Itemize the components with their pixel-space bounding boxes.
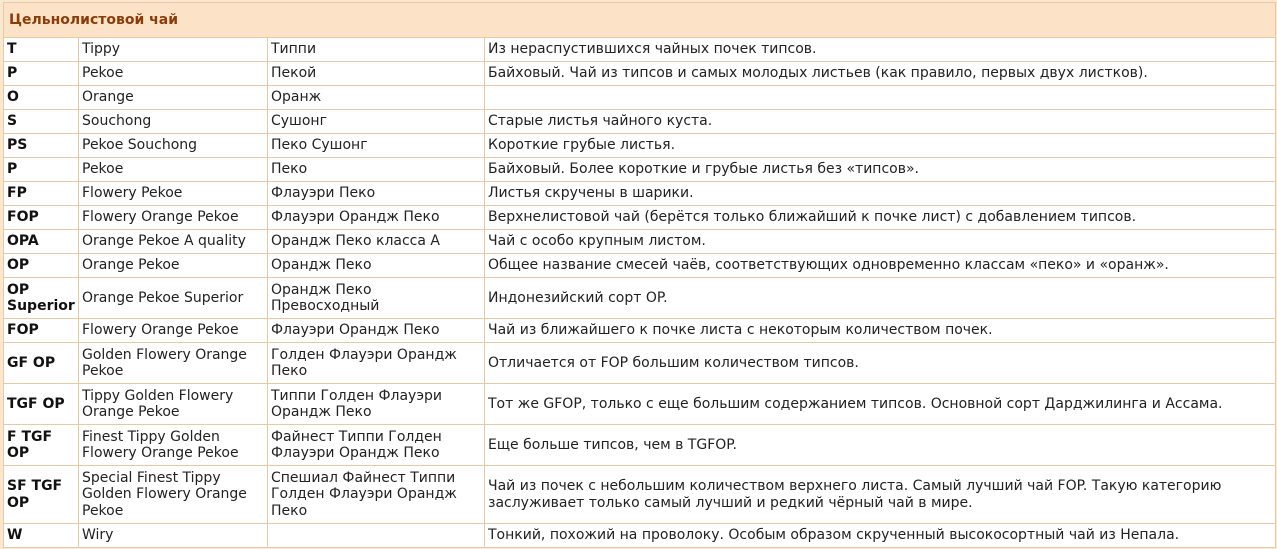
- grade-description: Индонезийский сорт OP.: [485, 278, 1276, 319]
- grade-english-name: Flowery Orange Pekoe: [79, 206, 268, 230]
- grade-russian-name: Орандж Пеко Превосходный: [268, 278, 485, 319]
- grade-english-name: Orange Pekoe: [79, 254, 268, 278]
- table-row: [4, 319, 1276, 343]
- grade-russian-name: Орандж Пеко класса А: [268, 230, 485, 254]
- grade-russian-name: Голден Флауэри Орандж Пеко: [268, 343, 485, 384]
- grade-english-name: Finest Tippy Golden Flowery Orange Pekoe: [79, 425, 268, 466]
- grade-russian-name: Пеко Сушонг: [268, 134, 485, 158]
- grade-description: Отличается от FOP большим количеством типсов.: [485, 343, 1276, 384]
- table-row: [4, 384, 1276, 425]
- grade-english-name: Orange Pekoe Superior: [79, 278, 268, 319]
- grade-code: T: [4, 38, 79, 62]
- grade-code: SF TGF OP: [4, 466, 79, 524]
- grade-english-name: Flowery Pekoe: [79, 182, 268, 206]
- grade-english-name: Souchong: [79, 110, 268, 134]
- grade-russian-name: Оранж: [268, 86, 485, 110]
- grade-code: TGF OP: [4, 384, 79, 425]
- grade-russian-name: Орандж Пеко: [268, 254, 485, 278]
- grade-code: OPA: [4, 230, 79, 254]
- grade-code: GF OP: [4, 343, 79, 384]
- grade-russian-name: Сушонг: [268, 110, 485, 134]
- grade-description: Общее название смесей чаёв, соответствующих одновременно классам «пеко» и «оранж».: [485, 254, 1276, 278]
- grade-english-name: Wiry: [79, 524, 268, 548]
- grade-description: Тонкий, похожий на проволоку. Особым образом скрученный высокосортный чай из Непала.: [485, 524, 1276, 548]
- table-row: [4, 110, 1276, 134]
- grade-description: Чай из почек с небольшим количеством верхнего листа. Самый лучший чай FOP. Такую категорию заслуживает только самый лучший и редкий чёрный чай в мире.: [485, 466, 1276, 524]
- grade-russian-name: [268, 524, 485, 548]
- tea-grades-table: [3, 2, 1276, 548]
- grade-code: FOP: [4, 206, 79, 230]
- grade-english-name: Golden Flowery Orange Pekoe: [79, 343, 268, 384]
- grade-russian-name: Флауэри Орандж Пеко: [268, 319, 485, 343]
- table-row: [4, 182, 1276, 206]
- grade-code: OP Superior: [4, 278, 79, 319]
- grade-description: Байховый. Чай из типсов и самых молодых листьев (как правило, первых двух листков).: [485, 62, 1276, 86]
- grade-description: Верхнелистовой чай (берётся только ближайший к почке лист) с добавлением типсов.: [485, 206, 1276, 230]
- grade-description: Тот же GFOP, только с еще большим содержанием типсов. Основной сорт Дарджилинга и Ассама.: [485, 384, 1276, 425]
- grade-description: Чай из ближайшего к почке листа с некоторым количеством почек.: [485, 319, 1276, 343]
- grade-english-name: Orange: [79, 86, 268, 110]
- grade-english-name: Pekoe: [79, 62, 268, 86]
- grade-english-name: Flowery Orange Pekoe: [79, 319, 268, 343]
- grade-description: Из нераспустившихся чайных почек типсов.: [485, 38, 1276, 62]
- table-row: [4, 230, 1276, 254]
- grade-code: F TGF OP: [4, 425, 79, 466]
- grade-description: Чай с особо крупным листом.: [485, 230, 1276, 254]
- table-row: [4, 158, 1276, 182]
- grade-russian-name: Спешиал Файнест Типпи Голден Флауэри Орандж Пеко: [268, 466, 485, 524]
- table-row: [4, 254, 1276, 278]
- grade-code: W: [4, 524, 79, 548]
- table-row: [4, 524, 1276, 548]
- grade-english-name: Orange Pekoe A quality: [79, 230, 268, 254]
- grade-russian-name: Типпи: [268, 38, 485, 62]
- table-row: [4, 466, 1276, 524]
- grade-code: FP: [4, 182, 79, 206]
- grade-code: S: [4, 110, 79, 134]
- table-row: [4, 86, 1276, 110]
- grade-russian-name: Пеко: [268, 158, 485, 182]
- table-header-row: [4, 3, 1276, 38]
- grade-english-name: Tippy: [79, 38, 268, 62]
- table-row: [4, 206, 1276, 230]
- grade-description: Старые листья чайного куста.: [485, 110, 1276, 134]
- grade-description: Байховый. Более короткие и грубые листья без «типсов».: [485, 158, 1276, 182]
- grade-description: Короткие грубые листья.: [485, 134, 1276, 158]
- grade-english-name: Tippy Golden Flowery Orange Pekoe: [79, 384, 268, 425]
- grade-english-name: Pekoe Souchong: [79, 134, 268, 158]
- table-row: [4, 134, 1276, 158]
- grade-code: P: [4, 158, 79, 182]
- grade-description: Еще больше типсов, чем в TGFOP.: [485, 425, 1276, 466]
- grade-description: Листья скручены в шарики.: [485, 182, 1276, 206]
- grade-russian-name: Файнест Типпи Голден Флауэри Орандж Пеко: [268, 425, 485, 466]
- table-row: [4, 425, 1276, 466]
- table-title: Цельнолистовой чай: [4, 3, 1276, 38]
- grade-description: [485, 86, 1276, 110]
- grade-code: PS: [4, 134, 79, 158]
- table-row: [4, 62, 1276, 86]
- grade-russian-name: Пекой: [268, 62, 485, 86]
- table-row: [4, 278, 1276, 319]
- grade-russian-name: Флауэри Пеко: [268, 182, 485, 206]
- grade-code: O: [4, 86, 79, 110]
- grade-english-name: Pekoe: [79, 158, 268, 182]
- grade-russian-name: Типпи Голден Флауэри Орандж Пеко: [268, 384, 485, 425]
- table-row: [4, 38, 1276, 62]
- grade-russian-name: Флауэри Орандж Пеко: [268, 206, 485, 230]
- table-row: [4, 343, 1276, 384]
- grade-english-name: Special Finest Tippy Golden Flowery Orange Pekoe: [79, 466, 268, 524]
- grade-code: FOP: [4, 319, 79, 343]
- grade-code: P: [4, 62, 79, 86]
- grade-code: OP: [4, 254, 79, 278]
